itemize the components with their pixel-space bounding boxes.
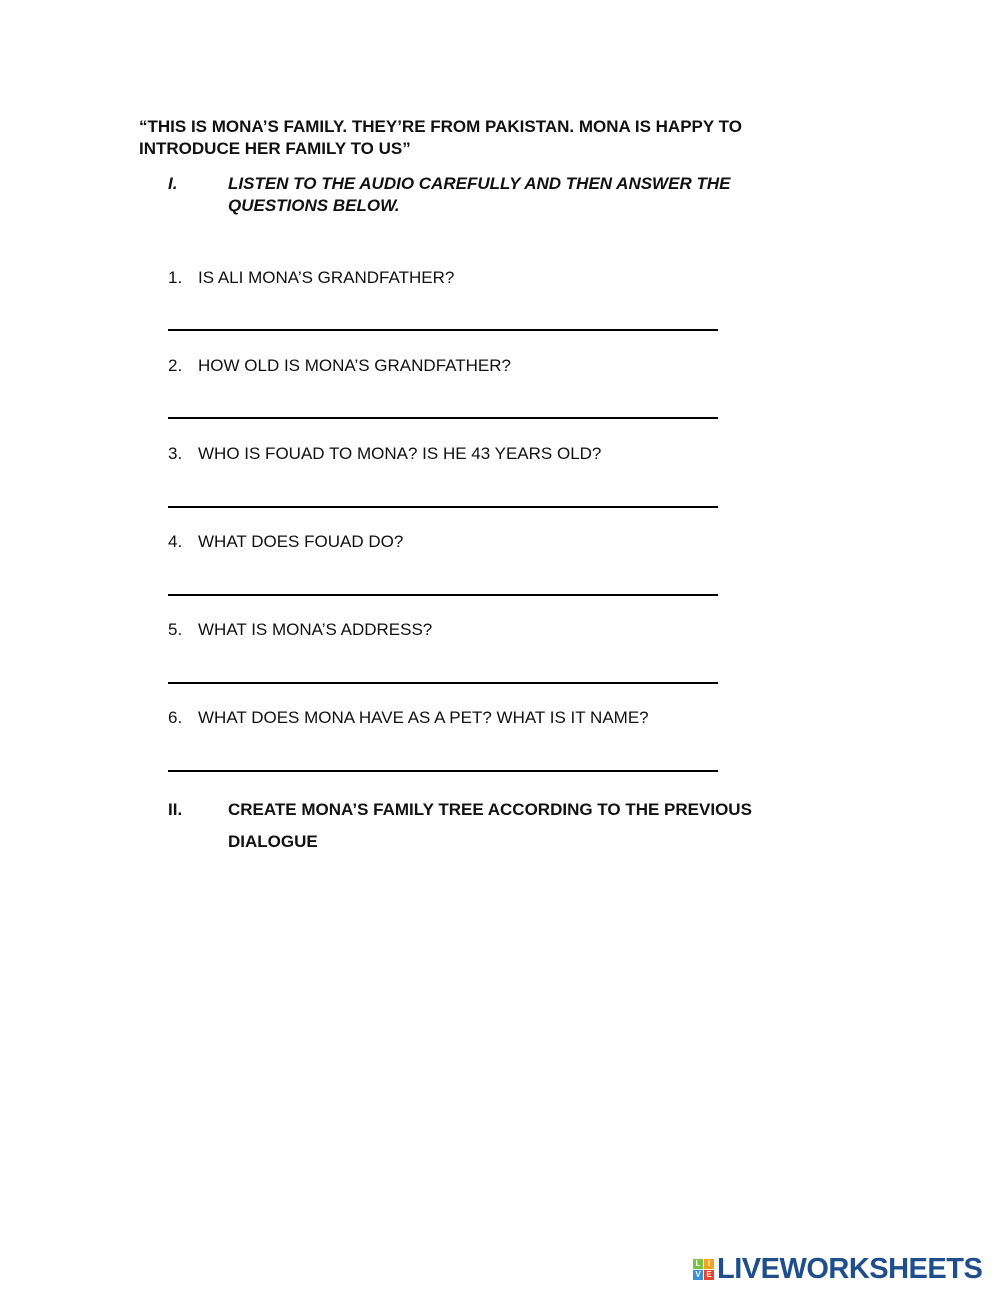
question-number: 4. <box>168 532 183 551</box>
question-text: IS ALI MONA’S GRANDFATHER? <box>198 268 455 287</box>
section-1-heading: LISTEN TO THE AUDIO CAREFULLY AND THEN ANSWER THE QUESTIONS BELOW. <box>228 174 731 215</box>
question-number: 2. <box>168 356 183 375</box>
question-text: WHAT DOES FOUAD DO? <box>198 532 404 551</box>
logo-mark-e: E <box>704 1270 714 1280</box>
question-text: WHAT IS MONA’S ADDRESS? <box>198 620 433 639</box>
logo-mark-i: I <box>704 1259 714 1269</box>
answer-line-4[interactable] <box>168 594 718 596</box>
logo-mark-v: V <box>693 1270 703 1280</box>
liveworksheets-logo-text: LIVEWORKSHEETS <box>717 1252 983 1285</box>
answer-line-1[interactable] <box>168 329 718 331</box>
liveworksheets-logo-icon <box>693 1259 714 1280</box>
answer-line-6[interactable] <box>168 770 718 772</box>
question-number: 5. <box>168 620 183 639</box>
liveworksheets-logo <box>693 1254 982 1284</box>
section-2-heading: CREATE MONA’S FAMILY TREE ACCORDING TO THE PREVIOUS DIALOGUE <box>228 800 752 851</box>
answer-line-2[interactable] <box>168 417 718 419</box>
question-number: 6. <box>168 708 183 727</box>
section-1-numeral: I. <box>168 174 178 193</box>
question-number: 3. <box>168 444 183 463</box>
question-number: 1. <box>168 268 183 287</box>
question-text: WHAT DOES MONA HAVE AS A PET? WHAT IS IT NAME? <box>198 708 649 727</box>
question-text: WHO IS FOUAD TO MONA? IS HE 43 YEARS OLD? <box>198 444 602 463</box>
logo-mark-l: L <box>693 1259 703 1269</box>
answer-line-5[interactable] <box>168 682 718 684</box>
intro-text: “THIS IS MONA’S FAMILY. THEY’RE FROM PAKISTAN. MONA IS HAPPY TO INTRODUCE HER FAMILY TO US” <box>139 117 742 158</box>
answer-line-3[interactable] <box>168 506 718 508</box>
section-2-numeral: II. <box>168 800 183 819</box>
question-text: HOW OLD IS MONA’S GRANDFATHER? <box>198 356 511 375</box>
